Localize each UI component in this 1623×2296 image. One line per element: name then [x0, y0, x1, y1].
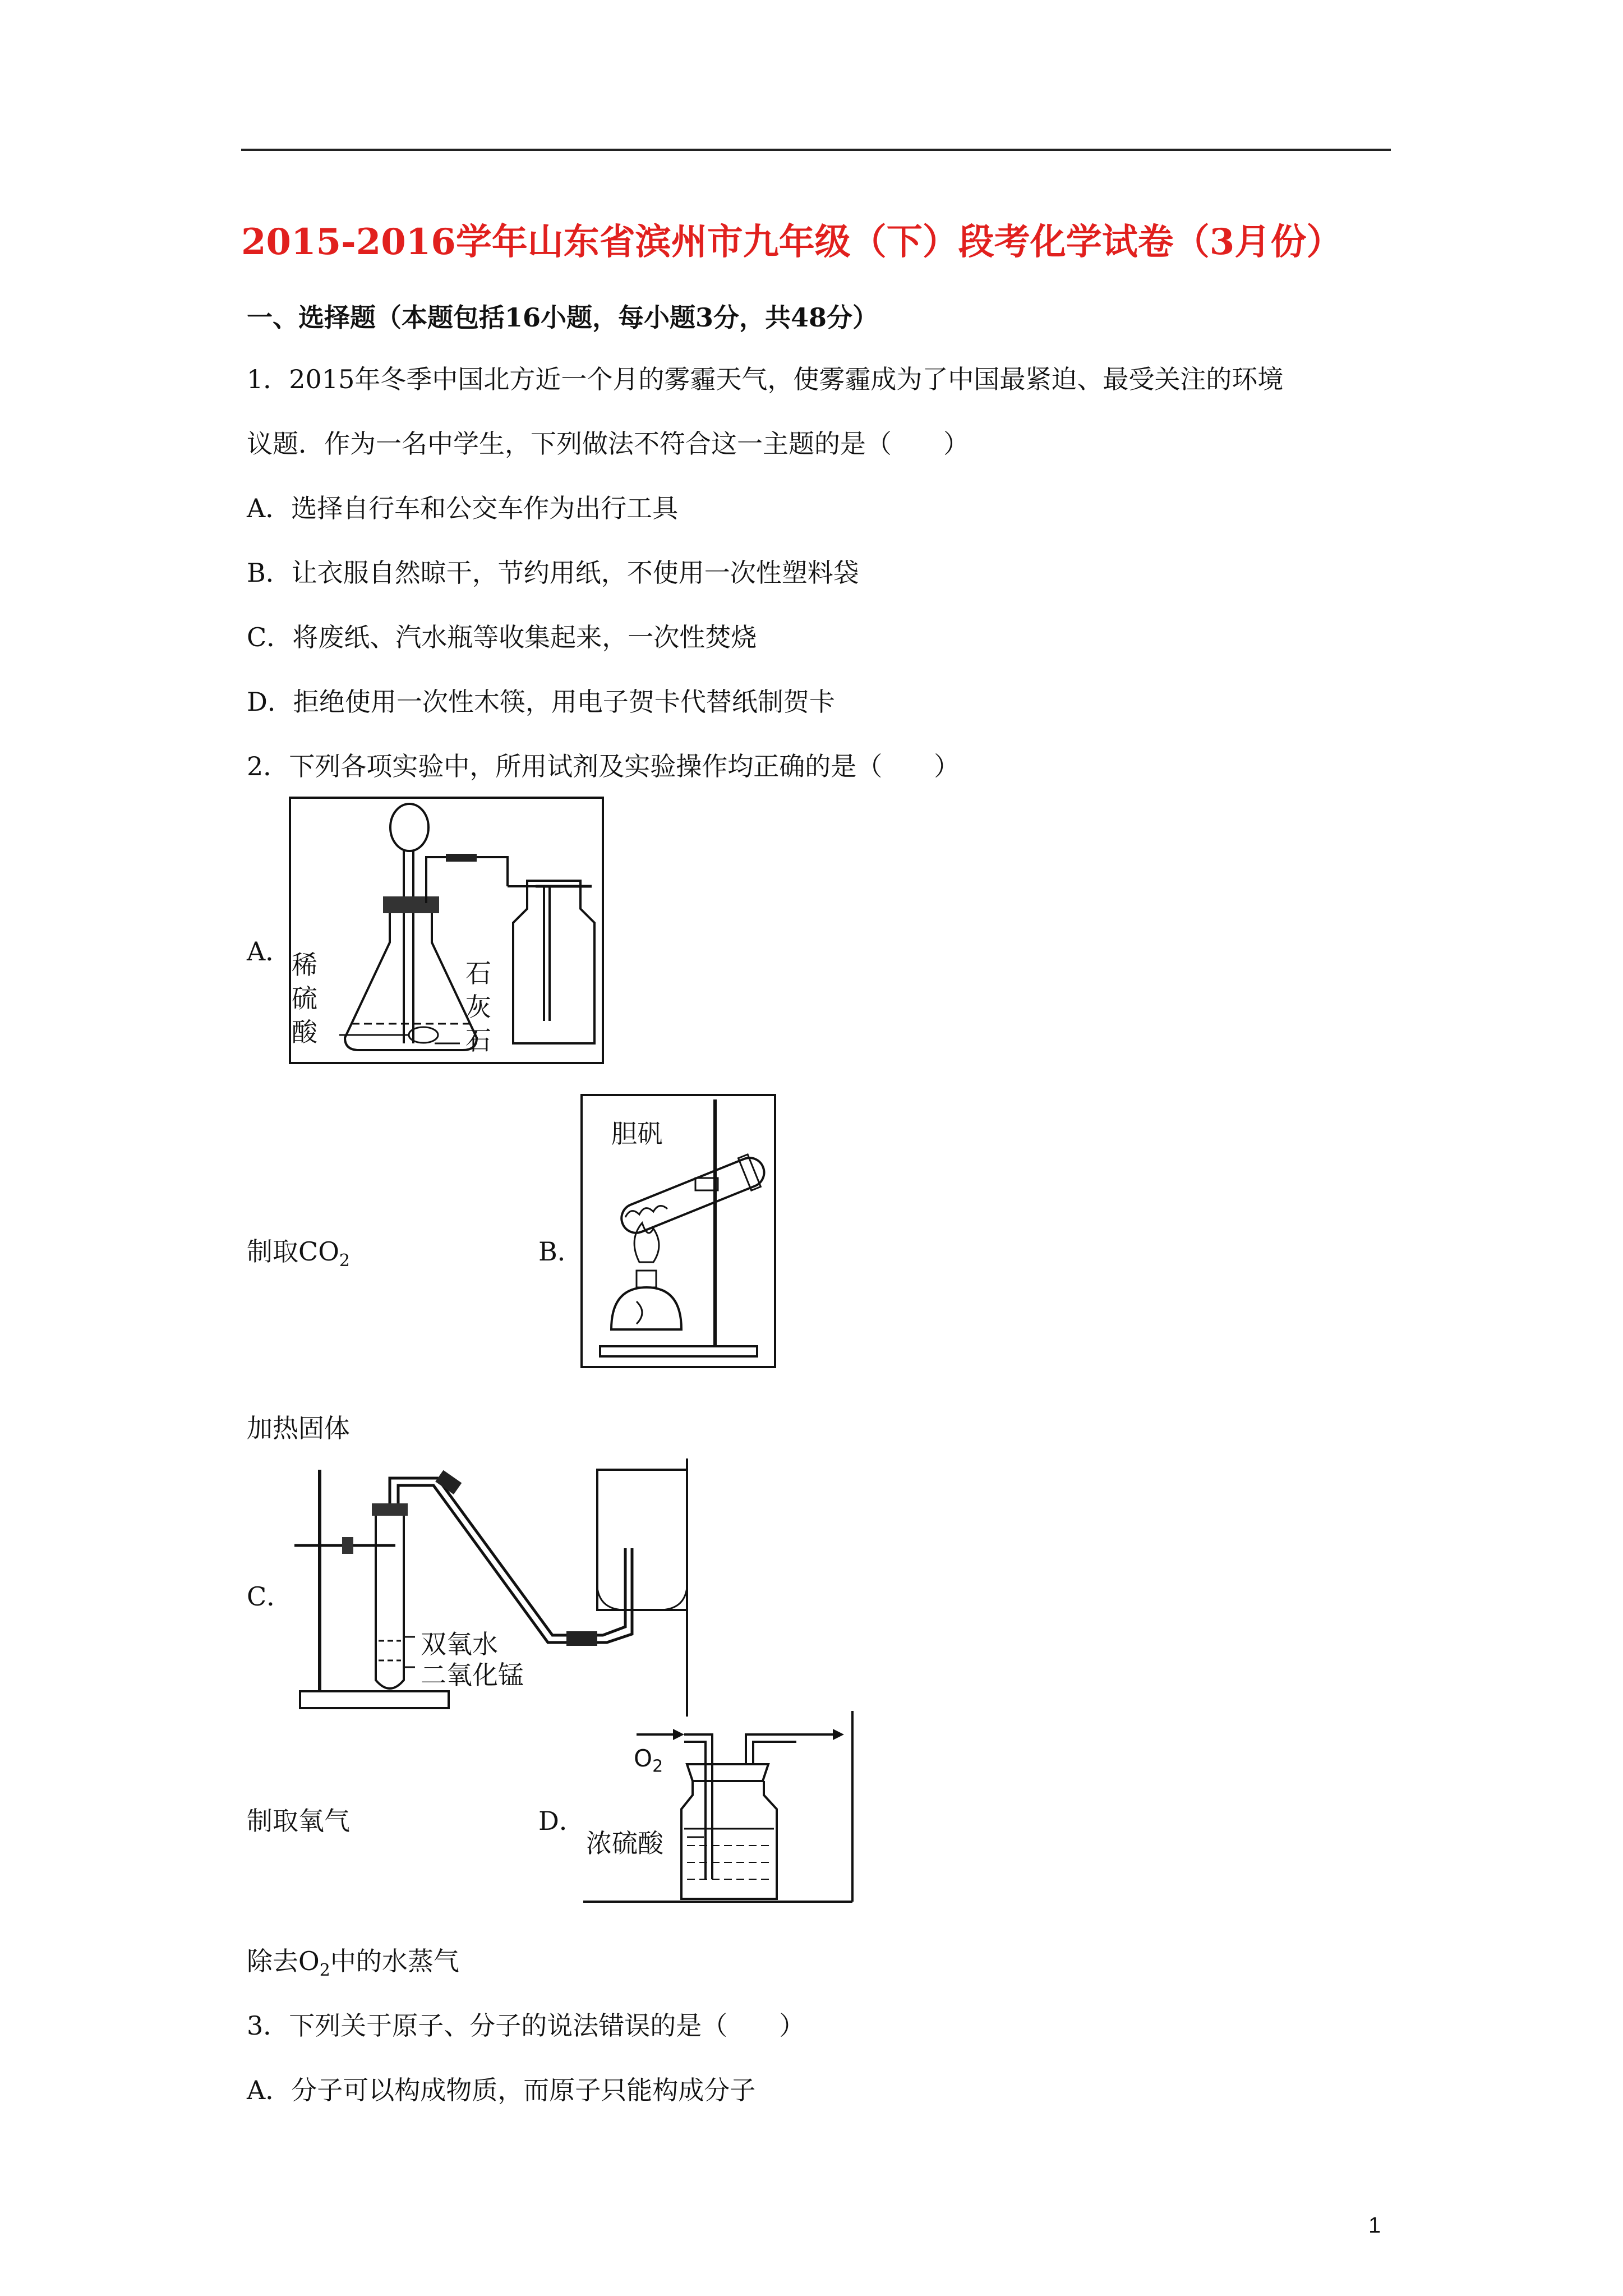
- q2-c-label-peroxide: 双氧水: [421, 1629, 498, 1659]
- q2-b-apparatus-figure: [580, 1094, 777, 1369]
- q2-c-label-mno2: 二氧化锰: [421, 1660, 524, 1690]
- exam-title: 2015-2016学年山东省滨州市九年级（下）段考化学试卷（3月份）: [241, 221, 1343, 263]
- q2-d-caption: 除去$O_2$中的水蒸气: [247, 1946, 459, 1981]
- header-rule: [241, 149, 1391, 151]
- q2-a-caption: 制取$CO_2$: [247, 1236, 351, 1271]
- q2-a-label-limestone: 石 灰 石: [465, 958, 491, 1056]
- q2-a-label-acid: 稀 硫 酸: [292, 950, 317, 1047]
- section-heading: 一、选择题（本题包括16小题，每小题3分，共48分）: [247, 302, 879, 333]
- q2-d-label-acid: 浓硫酸: [586, 1828, 663, 1858]
- q1-stem-line2: 议题．作为一名中学生，下列做法不符合这一主题的是（ ）: [247, 429, 969, 459]
- q2-stem: 2．下列各项实验中，所用试剂及实验操作均正确的是（ ）: [247, 751, 960, 781]
- q1-option-c: C．将废纸、汽水瓶等收集起来，一次性焚烧: [247, 622, 757, 652]
- q3-stem: 3．下列关于原子、分子的说法错误的是（ ）: [247, 2010, 805, 2041]
- q1-option-a: A．选择自行车和公交车作为出行工具: [247, 493, 679, 523]
- q2-option-c-letter: C．: [247, 1581, 293, 1612]
- q2-c-caption: 制取氧气: [247, 1806, 350, 1836]
- q2-d-label-o2: $O_2$: [634, 1745, 663, 1777]
- q1-option-b: B．让衣服自然晾干，节约用纸，不使用一次性塑料袋: [247, 558, 859, 588]
- q2-b-label-bluevitriol: 胆矾: [611, 1119, 663, 1149]
- q1-stem-line1: 1．2015年冬季中国北方近一个月的雾霾天气，使雾霾成为了中国最紧迫、最受关注的环境: [247, 364, 1284, 394]
- q2-a-apparatus-figure: [289, 797, 606, 1066]
- q2-d-apparatus-figure: [583, 1711, 858, 1907]
- q2-option-d-letter: D．: [538, 1806, 585, 1836]
- q2-b-caption: 加热固体: [247, 1413, 350, 1443]
- q2-option-b-letter: B．: [538, 1236, 583, 1267]
- page-number: 1: [1368, 2213, 1381, 2238]
- q1-option-d: D．拒绝使用一次性木筷，用电子贺卡代替纸制贺卡: [247, 687, 835, 717]
- q2-option-a-letter: A．: [247, 936, 292, 967]
- q3-option-a: A．分子可以构成物质，而原子只能构成分子: [247, 2075, 756, 2105]
